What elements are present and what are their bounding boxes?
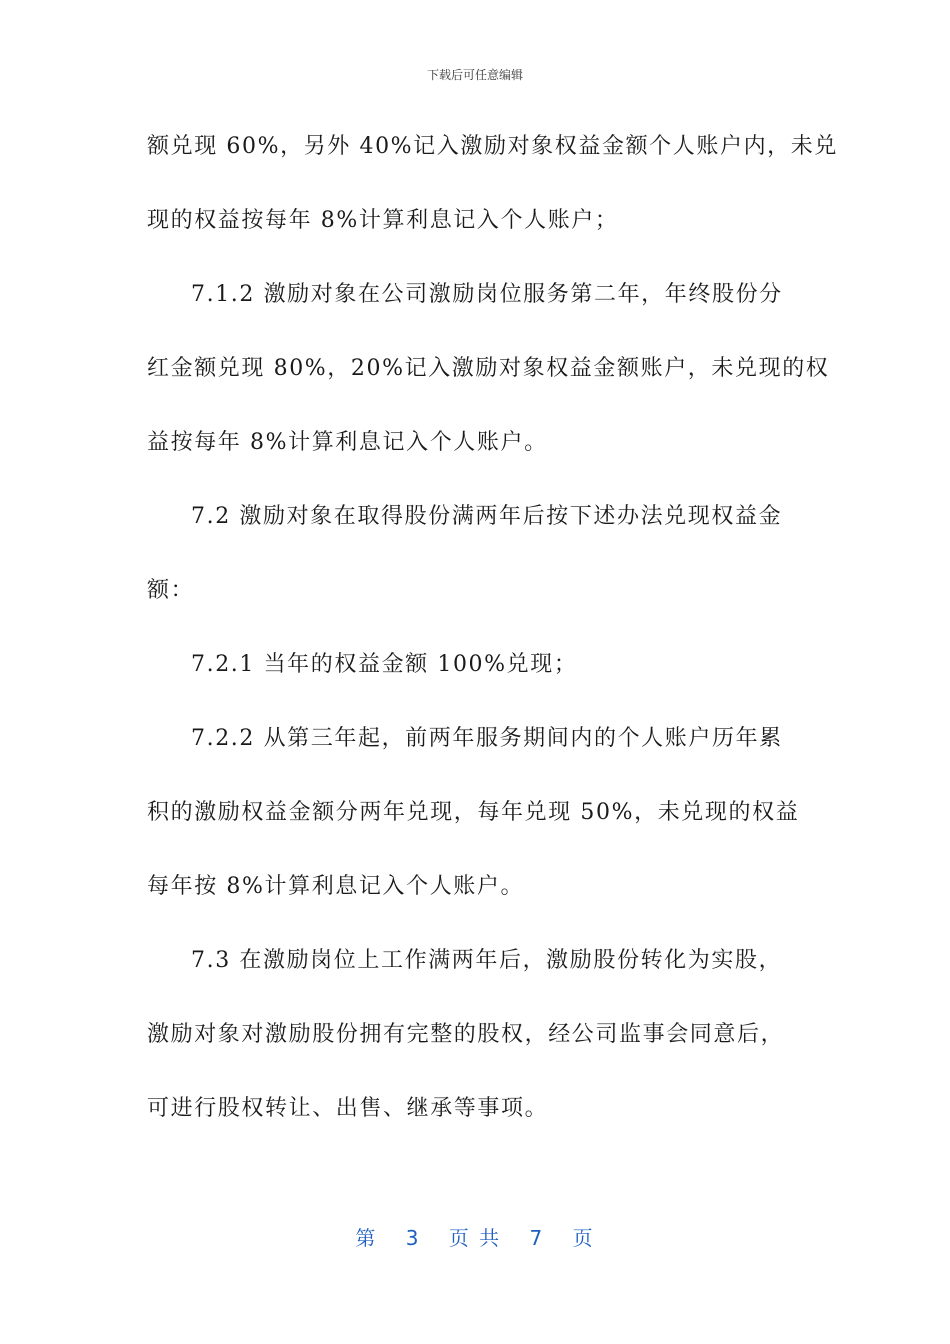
paragraph-line: 现的权益按每年 8%计算利息记入个人账户； <box>147 208 619 233</box>
paragraph-line: 红金额兑现 80%，20%记入激励对象权益金额账户，未兑现的权 <box>147 356 830 381</box>
page-number-footer <box>0 1224 950 1252</box>
footer-prefix: 第 <box>355 1226 378 1250</box>
document-body <box>147 124 838 1160</box>
paragraph-line: 7.2.2 从第三年起，前两年服务期间内的个人账户历年累 <box>191 726 783 751</box>
paragraph-line: 7.1.2 激励对象在公司激励岗位服务第二年，年终股份分 <box>191 282 783 307</box>
current-page-number: 3 <box>405 1226 421 1250</box>
paragraph-line: 每年按 8%计算利息记入个人账户。 <box>147 874 525 899</box>
total-page-count: 7 <box>529 1226 545 1250</box>
paragraph-line: 可进行股权转让、出售、继承等事项。 <box>147 1096 549 1121</box>
paragraph-line: 额兑现 60%，另外 40%记入激励对象权益金额个人账户内，未兑 <box>147 134 838 159</box>
footer-middle: 页 共 <box>448 1226 502 1250</box>
paragraph-line: 7.2 激励对象在取得股份满两年后按下述办法兑现权益金 <box>191 504 783 529</box>
paragraph-line: 益按每年 8%计算利息记入个人账户。 <box>147 430 548 455</box>
paragraph-line: 激励对象对激励股份拥有完整的股权，经公司监事会同意后， <box>147 1022 785 1047</box>
footer-suffix: 页 <box>572 1226 595 1250</box>
paragraph-line: 7.3 在激励岗位上工作满两年后，激励股份转化为实股， <box>191 948 783 973</box>
paragraph-line: 7.2.1 当年的权益金额 100%兑现； <box>191 652 578 677</box>
paragraph-line: 积的激励权益金额分两年兑现，每年兑现 50%，未兑现的权益 <box>147 800 800 825</box>
paragraph-line: 额： <box>147 578 195 603</box>
page-header-note: 下载后可任意编辑 <box>426 68 523 82</box>
